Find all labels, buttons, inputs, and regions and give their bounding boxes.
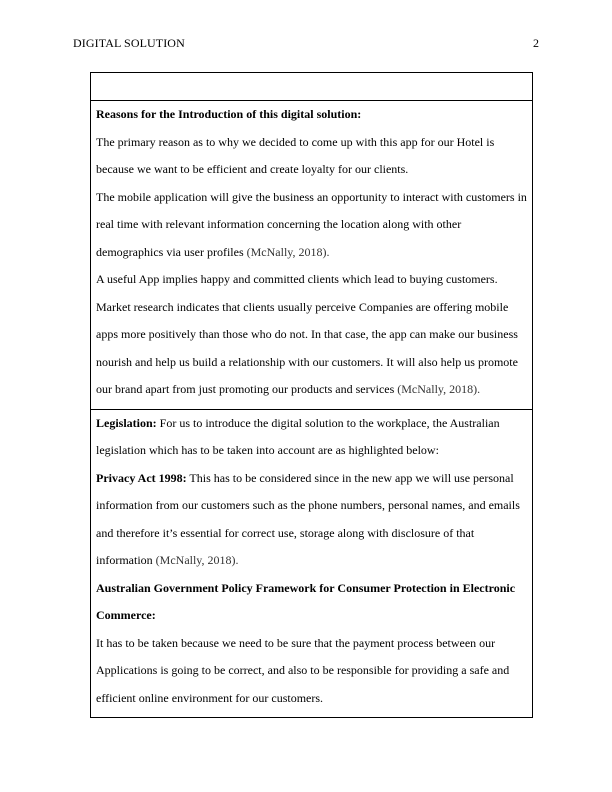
legislation-section <box>91 409 532 718</box>
page-number: 2 <box>533 36 539 50</box>
reasons-paragraph-3-text: A useful App implies happy and committed clients which lead to buying customers. Market research indicates that clients usually perceive Companies are offering mobile apps more positively than those who do not. In that case, the app can make our business nourish and help us build a relationship with our customers. It will also help us promote our brand apart from just promoting our products and services <box>96 272 518 396</box>
reasons-paragraph-3 <box>96 266 527 404</box>
content-table <box>90 72 533 718</box>
citation: (McNally, 2018). <box>155 553 239 567</box>
reasons-paragraph-2 <box>96 184 527 267</box>
citation: (McNally, 2018). <box>397 382 481 396</box>
framework-paragraph: It has to be taken because we need to be sure that the payment process between our Applications is going to be correct, and also to be responsible for providing a safe and efficient online environment for our customers. <box>96 635 510 705</box>
reasons-paragraph-1: The primary reason as to why we decided to come up with this app for our Hotel is because we want to be efficient and create loyalty for our clients. <box>96 134 495 176</box>
empty-table-row <box>91 73 532 100</box>
reasons-section <box>91 100 532 409</box>
reasons-heading: Reasons for the Introduction of this digital solution: <box>96 107 362 121</box>
privacy-act-text: This has to be considered since in the new app we will use personal information from our customers such as the phone numbers, personal names, and emails and therefore it’s essential for correct use, storage along with disclosure of that information <box>96 470 520 567</box>
legislation-paragraph <box>96 410 527 465</box>
framework-heading: Australian Government Policy Framework for Consumer Protection in Electronic Commerce: <box>96 580 516 622</box>
page-header <box>73 36 539 52</box>
citation: (McNally, 2018). <box>246 244 330 259</box>
reasons-paragraph-2-text: The mobile application will give the business an opportunity to interact with customers in real time with relevant information concerning the location along with other demographics via user profiles <box>96 189 527 259</box>
privacy-act-label: Privacy Act 1998: <box>96 470 187 485</box>
privacy-act-paragraph <box>96 465 527 575</box>
legislation-label: Legislation: <box>96 415 157 430</box>
running-head-title: DIGITAL SOLUTION <box>73 36 185 50</box>
legislation-text: For us to introduce the digital solution to the workplace, the Australian legislation which has to be taken into account are as highlighted below: <box>96 415 500 457</box>
